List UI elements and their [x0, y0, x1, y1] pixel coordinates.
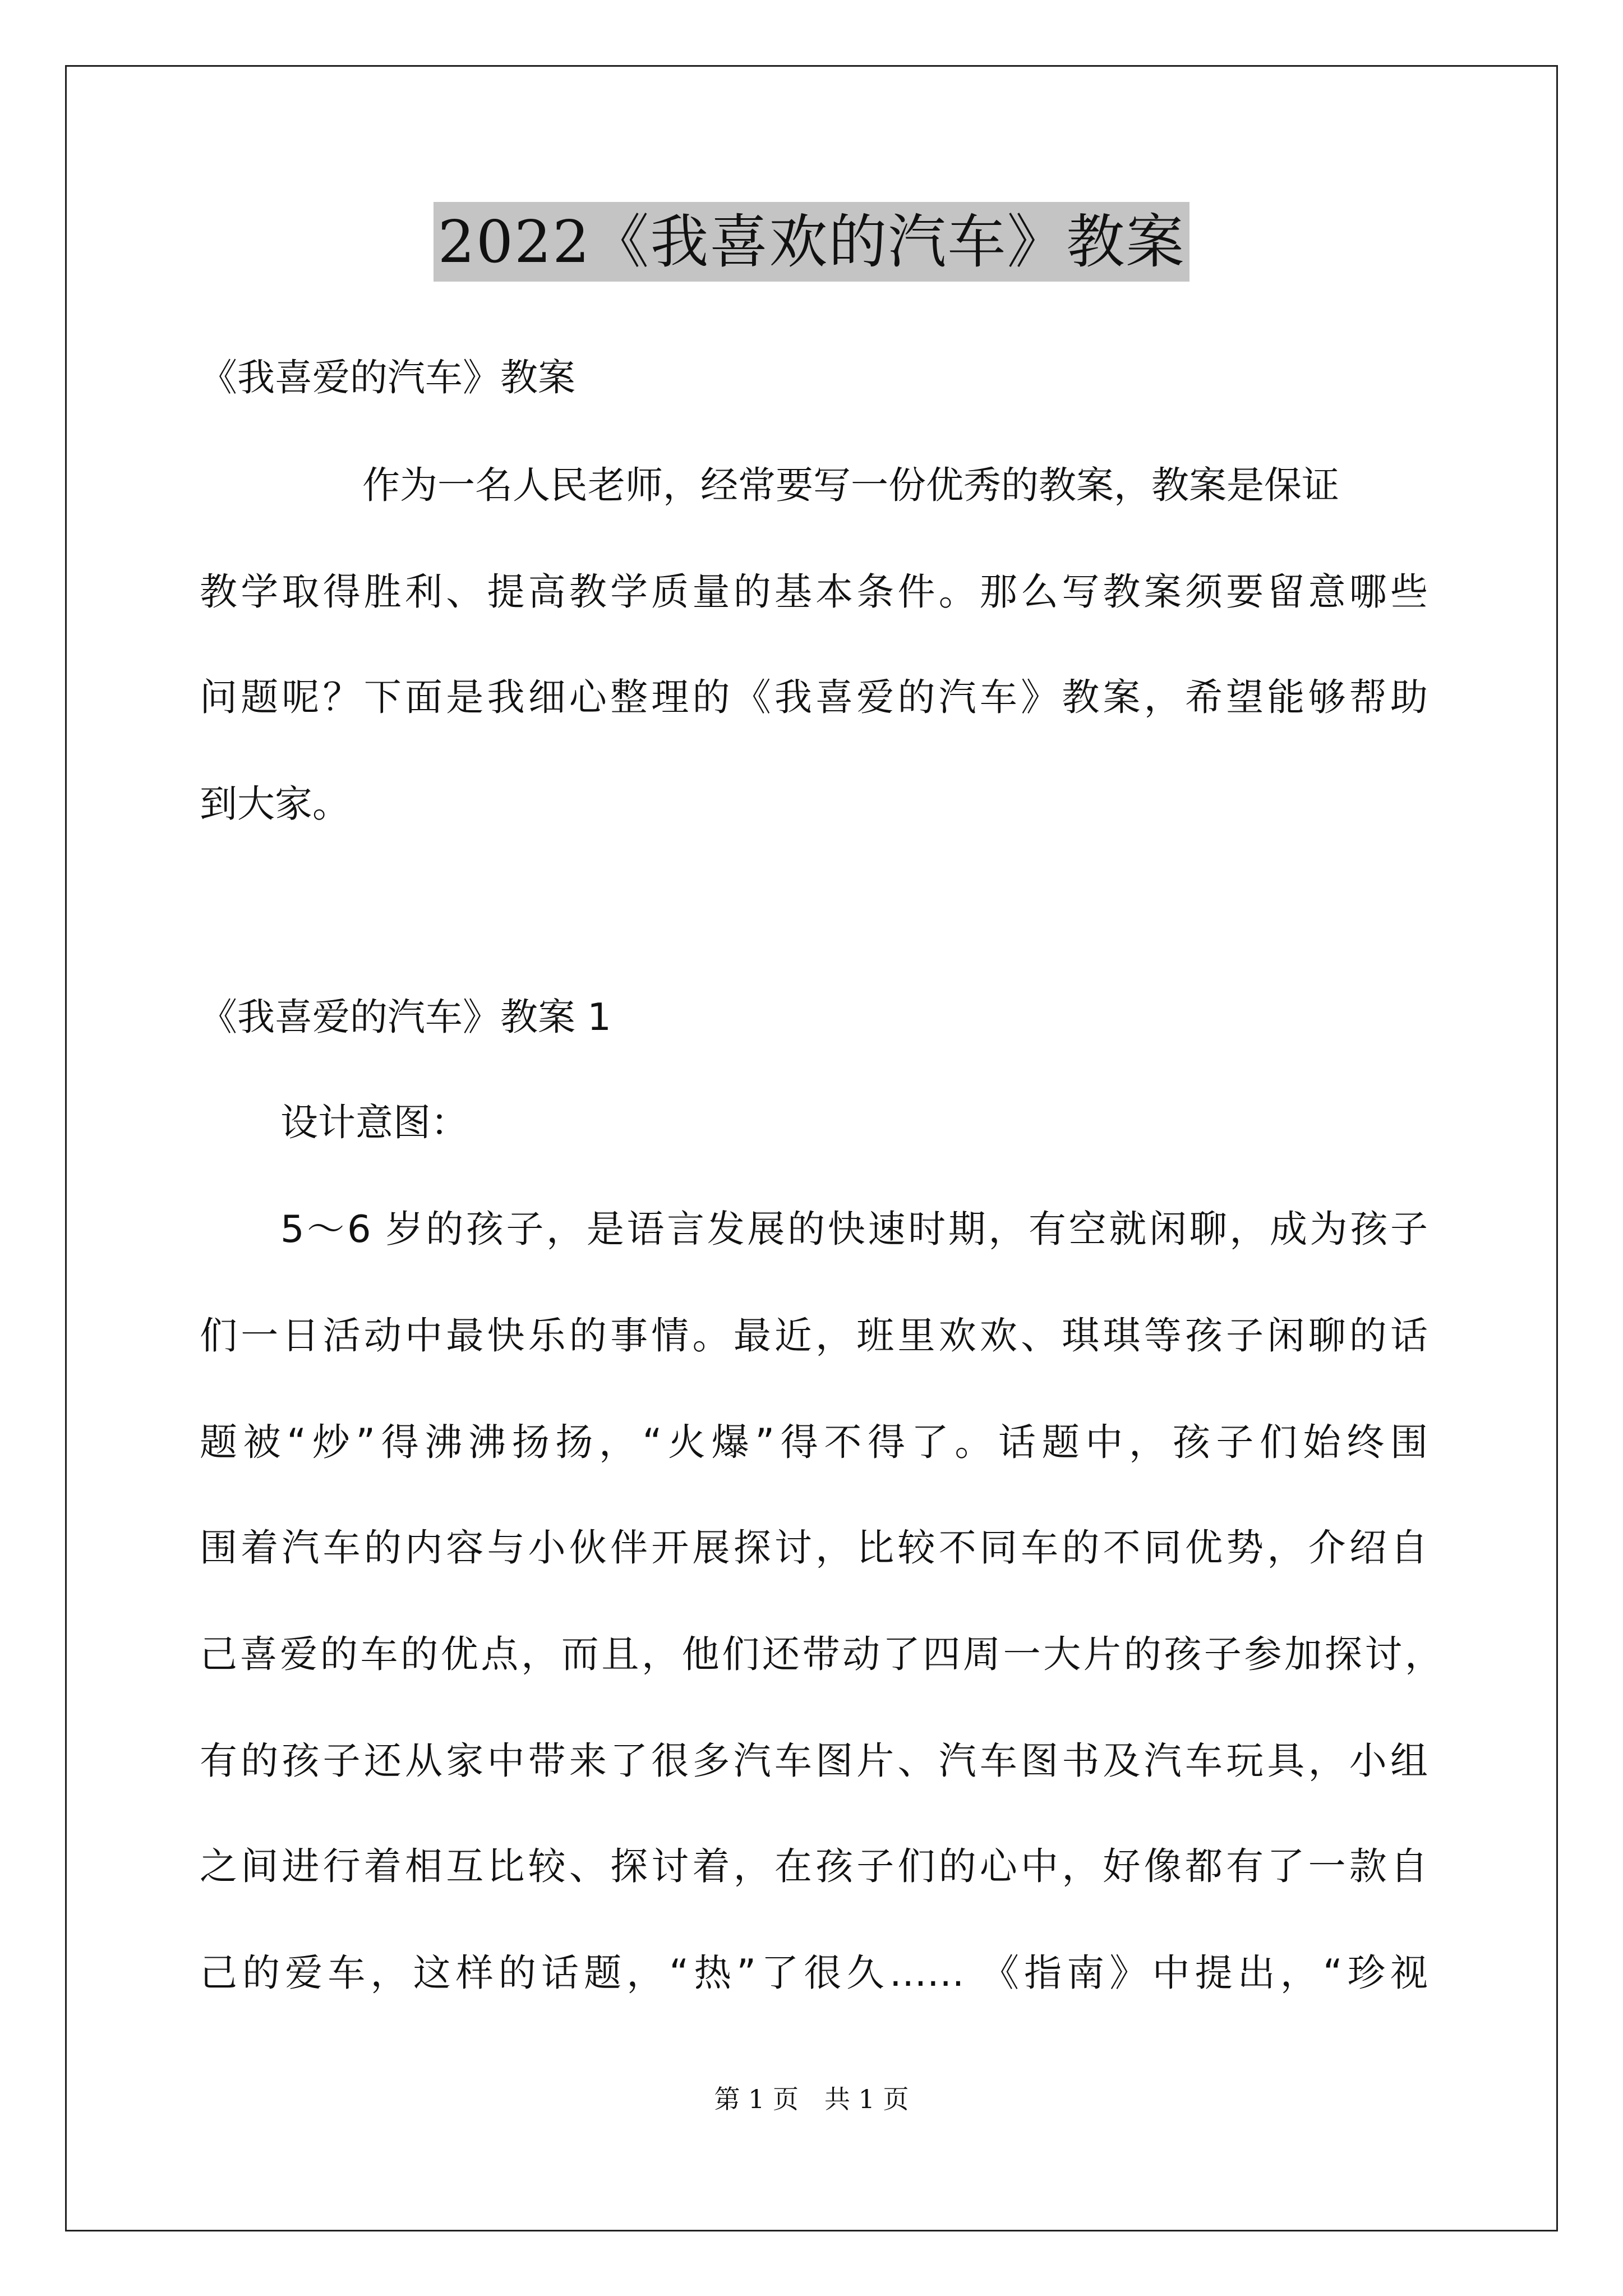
title-container: [0, 202, 1623, 282]
body-line-7: 之间进行着相互比较、探讨着，在孩子们的心中，好像都有了一款自: [200, 1844, 1428, 1888]
intro-line-3: 问题呢？下面是我细心整理的《我喜爱的汽车》教案，希望能够帮助: [200, 675, 1428, 719]
page-footer: 第 1 页 共 1 页: [714, 2084, 909, 2114]
intro-line-4: 到大家。: [200, 782, 350, 826]
body-line-5: 己喜爱的车的优点，而且，他们还带动了四周一大片的孩子参加探讨，: [200, 1632, 1442, 1676]
body-line-6: 有的孩子还从家中带来了很多汽车图片、汽车图书及汽车玩具，小组: [200, 1739, 1428, 1783]
body-line-4: 围着汽车的内容与小伙伴开展探讨，比较不同车的不同优势，介绍自: [200, 1526, 1428, 1570]
section-subheading: 设计意图：: [280, 1101, 468, 1144]
body-line-1: 5～6 岁的孩子，是语言发展的快速时期，有空就闲聊，成为孩子: [280, 1207, 1428, 1251]
intro-heading: 《我喜爱的汽车》教案: [200, 356, 575, 399]
body-line-8: 己的爱车，这样的话题，“热”了很久…… 《指南》中提出，“珍视: [200, 1951, 1428, 1995]
section-heading: 《我喜爱的汽车》教案 1: [200, 995, 611, 1039]
body-line-3: 题被“炒”得沸沸扬扬，“火爆”得不得了。话题中，孩子们始终围: [200, 1420, 1428, 1464]
intro-line-2: 教学取得胜利、提高教学质量的基本条件。那么写教案须要留意哪些: [200, 570, 1428, 614]
body-line-2: 们一日活动中最快乐的事情。最近，班里欢欢、琪琪等孩子闲聊的话: [200, 1314, 1428, 1358]
intro-line-1: 作为一名人民老师，经常要写一份优秀的教案，教案是保证: [362, 463, 1339, 507]
document-title: 2022《我喜欢的汽车》教案: [434, 202, 1190, 282]
